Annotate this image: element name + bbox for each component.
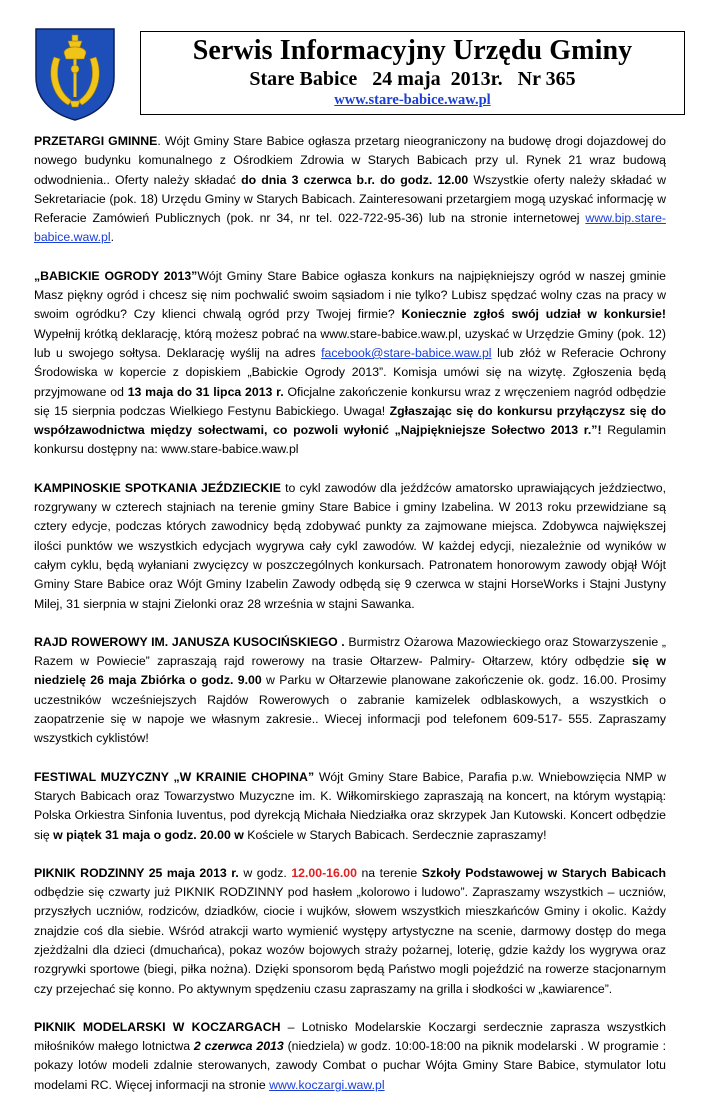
article-title: RAJD ROWEROWY IM. JANUSZA KUSOCIŃSKIEGO .: [34, 634, 345, 649]
article-title: KAMPINOSKIE SPOTKANIA JEŹDZIECKIE: [34, 480, 281, 495]
coat-of-arms-emblem: [34, 27, 116, 122]
email-link[interactable]: facebook@stare-babice.waw.pl: [321, 345, 492, 360]
article-title: PIKNIK RODZINNY 25 maja 2013 r.: [34, 865, 239, 880]
article-piknik-rodzinny: PIKNIK RODZINNY 25 maja 2013 r. w godz. 12.00-16.00 na terenie Szkoły Podstawowej w Starych Babicach odbędzie się czwarty już PIKNIK RODZINNY pod hasłem „kolorowo i ludowo”. Zapraszamy wszystkich – uczniów, przyszłych uczniów, rodziców, dziadków, ciocie i wujków, słowem wszystkich mieszkańców Gminy i okolic. Każdy znajdzie coś dla siebie. Wśród atrakcji warto wymienić występy artystyczne na scenie, darmowy dostęp do mega zjeżdżalni dla dzieci (dmuchańca), pokaz wozów bojowych straży pożarnej, loterię, gdzie każdy los wygrywa oraz rozgrywki sportowe (biegi, piłka nożna). Dzięki sponsorom będą Państwo mogli pojeździć na rowerze stacjonarnym czy przejechać się konno. Po aktywnym spędzeniu czasu zapraszamy na grilla i słodkości w „kawiarence”.: [34, 865, 667, 996]
newsletter-title: Serwis Informacyjny Urzędu Gminy: [192, 35, 633, 66]
newsletter-issue: Stare Babice 24 maja 2013r. Nr 365: [249, 68, 576, 90]
article-title: PRZETARGI GMINNE: [34, 134, 158, 148]
website-link[interactable]: www.stare-babice.waw.pl: [334, 92, 491, 108]
article-babickie-ogrody: „BABICKIE OGRODY 2013”Wójt Gminy Stare Babice ogłasza konkurs na najpiękniejszy ogród w naszej gminie Masz piękny ogród i chcesz się nim pochwalić swoim sąsiadom i nie tylko? Lubisz spędzać wolny czas na pracy w swoim ogródku? Czy klienci chwalą ogród przy Twojej firmie? Koniecznie zgłoś swój udział w konkursie! Wypełnij krótką deklarację, którą możesz pobrać na www.stare-babice.waw.pl, uzyskać w Urzędzie Gminy (pok. 12) lub u swojego sołtysa. Deklarację wyślij na adres facebook@stare-babice.waw.pl lub złóż w Referacie Ochrony Środowiska w kopercie z dopiskiem „Babickie Ogrody 2013”. Komisja umówi się na wizytę. Zgłoszenia będą przyjmowane od 13 maja do 31 lipca 2013 r. Oficjalne zakończenie konkursu wraz z wręczeniem nagród odbędzie się 15 sierpnia podczas Wielkiego Festynu Babickiego. Uwaga! Zgłaszając się do konkursu przyłączysz się do współzawodnictwa między sołectwami, co pozwoli wyłonić „Najpiękniejsze Sołectwo 2013 r.”! Regulamin konkursu dostępny na: www.stare-babice.waw.pl: [34, 268, 666, 457]
article-title: FESTIWAL MUZYCZNY „W KRAINIE CHOPINA”: [34, 769, 315, 784]
article-przetargi: PRZETARGI GMINNE. Wójt Gminy Stare Babice ogłasza przetarg nieograniczony na budowę drogi dojazdowej do nowego budynku komunalnego z Ośrodkiem Zdrowia w Starych Babicach przy ul. Rynek 21 wraz budową odwodnienia.. Oferty należy składać do dnia 3 czerwca b.r. do godz. 12.00 Wszystkie oferty należy składać w Sekretariacie (pok. 18) Urzędu Gminy w Starych Babicach. Zainteresowani przetargiem mogą uzyskać informację w Referacie Zamówień Publicznych (pok. nr 34, nr tel. 022-722-95-36) lub na stronie internetowej www.bip.stare-babice.waw.pl.: [34, 134, 666, 245]
article-kampinoskie: KAMPINOSKIE SPOTKANIA JEŹDZIECKIE to cykl zawodów dla jeźdźców amatorsko uprawiających jeździectwo, rozgrywany w czterech stajniach na terenie gminy Stare Babice i gminy Izabelina. W 2013 roku przewidziane są cztery edycje, podczas których zawodnicy będą zdobywać punkty za zajmowane miejsca. Zdobywca największej ilości punktów we wszystkich edycjach wygrywa cały cykl zawodów. W każdej edycji, niezależnie od wyników w całym cyklu, będą wyłaniani zwycięzcy w poszczególnych konkursach. Patronatem honorowym zawody objął Wójt Gminy Stare Babice oraz Wójt Gminy Izabelin Zawody odbędą się 9 czerwca w stajni HorseWorks i Stajni Justyny Milej, 31 sierpnia w stajni Zielonki oraz 28 września w stajni Sawanka.: [34, 480, 666, 611]
koczargi-link[interactable]: www.koczargi.waw.pl: [269, 1077, 385, 1092]
articles: [34, 132, 666, 1114]
article-festiwal: FESTIWAL MUZYCZNY „W KRAINIE CHOPINA” Wójt Gminy Stare Babice, Parafia p.w. Wniebowzięcia NMP w Starych Babicach oraz Towarzystwo Muzyczne im. K. Wiłkomirskiego zapraszają na koncert, na którym wystąpią: Polska Orkiestra Sinfonia Iuventus, pod dyrekcją Michała Niedziałka oraz skrzypek Jan Kutowski. Koncert odbędzie się w piątek 31 maja o godz. 20.00 w Kościele w Starych Babicach. Serdecznie zapraszamy!: [34, 769, 666, 842]
event-time: 12.00-16.00: [291, 865, 357, 880]
newsletter-header: [140, 31, 685, 115]
article-rajd-rowerowy: RAJD ROWEROWY IM. JANUSZA KUSOCIŃSKIEGO . Burmistrz Ożarowa Mazowieckiego oraz Stowarzyszenie „ Razem w Powiecie” zapraszają rajd rowerowy na trasie Ołtarzew- Palmiry- Ołtarzew, który odbędzie się w niedzielę 26 maja Zbiórka o godz. 9.00 w Parku w Ołtarzewie planowane zakończenie ok. godz. 16.00. Prosimy uczestników wcześniejszych Rajdów Rowerowych o zabranie kamizelek odblaskowych, a wszystkich o zaopatrzenie się w napoje we własnym zakresie.. Wiecej informacji pod telefonem 609-517- 555. Zapraszamy wszystkich cyklistów!: [34, 634, 667, 746]
article-title: „BABICKIE OGRODY 2013”: [34, 268, 198, 283]
article-piknik-modelarski: PIKNIK MODELARSKI W KOCZARGACH – Lotnisko Modelarskie Koczargi serdecznie zaprasza wszystkich miłośników małego lotnictwa 2 czerwca 2013 (niedziela) w godz. 10:00-18:00 na piknik modelarski . W programie : pokazy lotów modeli zdalnie sterowanych, zawody Combat o puchar Wójta Gminy Stare Babice, stymulator lotu modelami RC. Więcej informacji na stronie www.koczargi.waw.pl: [34, 1019, 666, 1092]
bip-link[interactable]: www.bip.stare-babice.waw.pl: [34, 211, 666, 245]
article-title: PIKNIK MODELARSKI W KOCZARGACH: [34, 1019, 281, 1034]
